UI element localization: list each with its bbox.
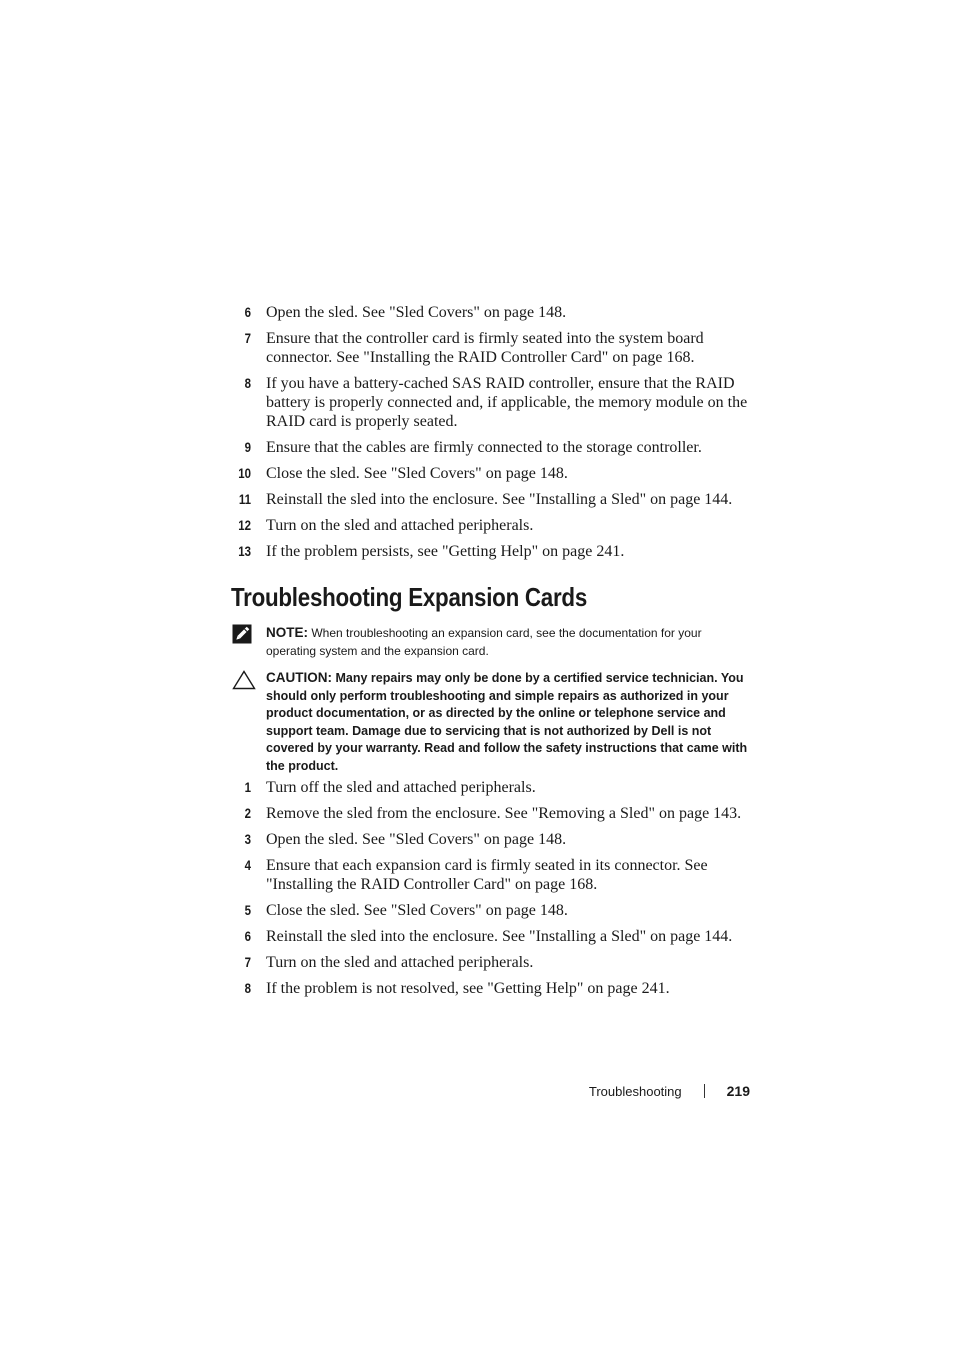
list-item [232, 303, 752, 322]
page-number: 219 [726, 1083, 750, 1099]
note-callout [232, 624, 752, 660]
note-text: When troubleshooting an expansion card, see the documentation for your operating system and the expansion card. [266, 626, 702, 658]
step-text: Open the sled. See "Sled Covers" on page 148. [266, 831, 567, 848]
step-number: 1 [244, 779, 251, 795]
list-item [232, 464, 752, 483]
caution-callout [232, 669, 752, 776]
list-item [232, 979, 752, 998]
page-footer [560, 1083, 750, 1099]
pencil-icon [232, 624, 266, 660]
list-item [232, 927, 752, 946]
step-text: Turn on the sled and attached peripherals. [266, 954, 534, 971]
list-item [232, 778, 752, 797]
step-text: Ensure that the controller card is firmly seated into the system board connector. See "Installing the RAID Controller Card" on page 168. [266, 330, 704, 366]
list-item [232, 830, 752, 849]
list-item [232, 438, 752, 457]
step-number: 6 [244, 304, 251, 320]
step-number: 8 [244, 980, 251, 996]
step-text: Remove the sled from the enclosure. See "Removing a Sled" on page 143. [266, 805, 742, 822]
step-number: 10 [238, 465, 251, 481]
list-item [232, 516, 752, 535]
list-item [232, 901, 752, 920]
list-item [232, 374, 752, 431]
list-item [232, 329, 752, 367]
expansion-card-steps-list [232, 778, 752, 1005]
step-number: 9 [244, 439, 251, 455]
step-text: If the problem persists, see "Getting Help" on page 241. [266, 543, 625, 560]
step-number: 13 [238, 543, 251, 559]
step-number: 7 [244, 954, 251, 970]
step-text: Close the sled. See "Sled Covers" on page 148. [266, 465, 568, 482]
step-text: If the problem is not resolved, see "Getting Help" on page 241. [266, 980, 670, 997]
step-number: 2 [244, 805, 251, 821]
step-number: 3 [244, 831, 251, 847]
caution-triangle-icon [232, 669, 266, 776]
step-text: Reinstall the sled into the enclosure. See "Installing a Sled" on page 144. [266, 491, 733, 508]
step-number: 12 [238, 517, 251, 533]
step-number: 6 [244, 928, 251, 944]
troubleshooting-steps-list [232, 303, 752, 568]
footer-divider [704, 1084, 705, 1098]
step-text: Turn on the sled and attached peripherals. [266, 517, 534, 534]
list-item [232, 856, 752, 894]
list-item [232, 953, 752, 972]
list-item [232, 542, 752, 561]
footer-section-name: Troubleshooting [588, 1083, 682, 1099]
step-number: 5 [244, 902, 251, 918]
step-text: Ensure that each expansion card is firmly seated in its connector. See "Installing the RAID Controller Card" on page 168. [266, 857, 708, 893]
step-number: 7 [244, 330, 251, 346]
step-number: 8 [244, 375, 251, 391]
note-label: NOTE: [266, 625, 308, 640]
list-item [232, 804, 752, 823]
list-item [232, 490, 752, 509]
caution-text: Many repairs may only be done by a certified service technician. You should only perform troubleshooting and simple repairs as authorized in your product documentation, or as directed by the online or telephone service and support team. Damage due to servicing that is not authorized by Dell is not covered by your warranty. Read and follow the safety instructions that came with the product. [266, 671, 748, 773]
step-text: Reinstall the sled into the enclosure. See "Installing a Sled" on page 144. [266, 928, 733, 945]
step-text: Close the sled. See "Sled Covers" on page 148. [266, 902, 568, 919]
step-text: Turn off the sled and attached peripherals. [266, 779, 536, 796]
step-text: If you have a battery-cached SAS RAID controller, ensure that the RAID battery is properly connected and, if applicable, the memory module on the RAID card is properly seated. [266, 375, 748, 430]
step-number: 4 [244, 857, 251, 873]
caution-label: CAUTION: [266, 670, 332, 685]
step-text: Open the sled. See "Sled Covers" on page 148. [266, 304, 567, 321]
step-text: Ensure that the cables are firmly connected to the storage controller. [266, 439, 702, 456]
section-heading: Troubleshooting Expansion Cards [231, 582, 588, 612]
step-number: 11 [238, 491, 251, 507]
